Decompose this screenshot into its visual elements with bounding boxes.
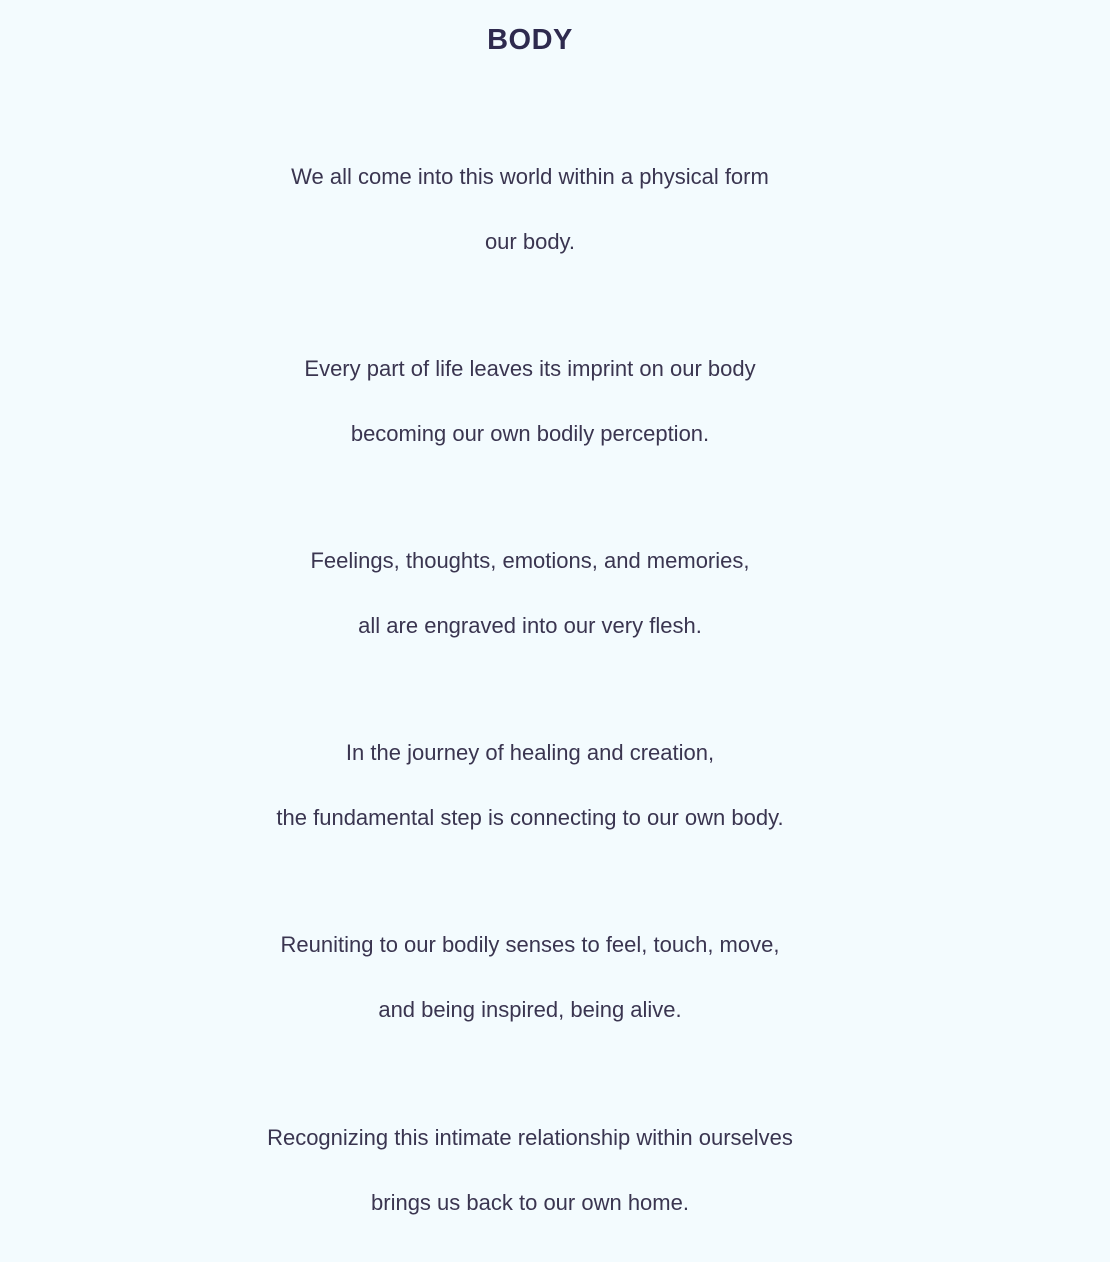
poem-line: our body. <box>484 229 576 254</box>
poem-line: and being inspired, being alive. <box>378 997 682 1022</box>
poem-line: We all come into this world within a physical form <box>291 164 769 189</box>
poem-title: BODY <box>487 24 573 56</box>
stanza-6 <box>0 1123 1060 1218</box>
poem-line: the fundamental step is connecting to our own body. <box>276 805 784 830</box>
poem-line: becoming our own bodily perception. <box>350 421 710 446</box>
stanza-3 <box>0 546 1060 641</box>
stanza-4 <box>0 738 1060 833</box>
poem-line: brings us back to our own home. <box>371 1190 689 1215</box>
poem-line: Feelings, thoughts, emotions, and memories, <box>310 548 750 573</box>
poem-line: Recognizing this intimate relationship within ourselves <box>267 1125 793 1150</box>
poem-line: In the journey of healing and creation, <box>345 740 715 765</box>
stanza-1 <box>0 162 1060 257</box>
stanza-2 <box>0 354 1060 449</box>
stanza-5 <box>0 930 1060 1025</box>
poem-line: Reuniting to our bodily senses to feel, touch, move, <box>280 932 780 957</box>
poem-line: all are engraved into our very flesh. <box>358 613 702 638</box>
poem-line: Every part of life leaves its imprint on our body <box>304 356 756 381</box>
